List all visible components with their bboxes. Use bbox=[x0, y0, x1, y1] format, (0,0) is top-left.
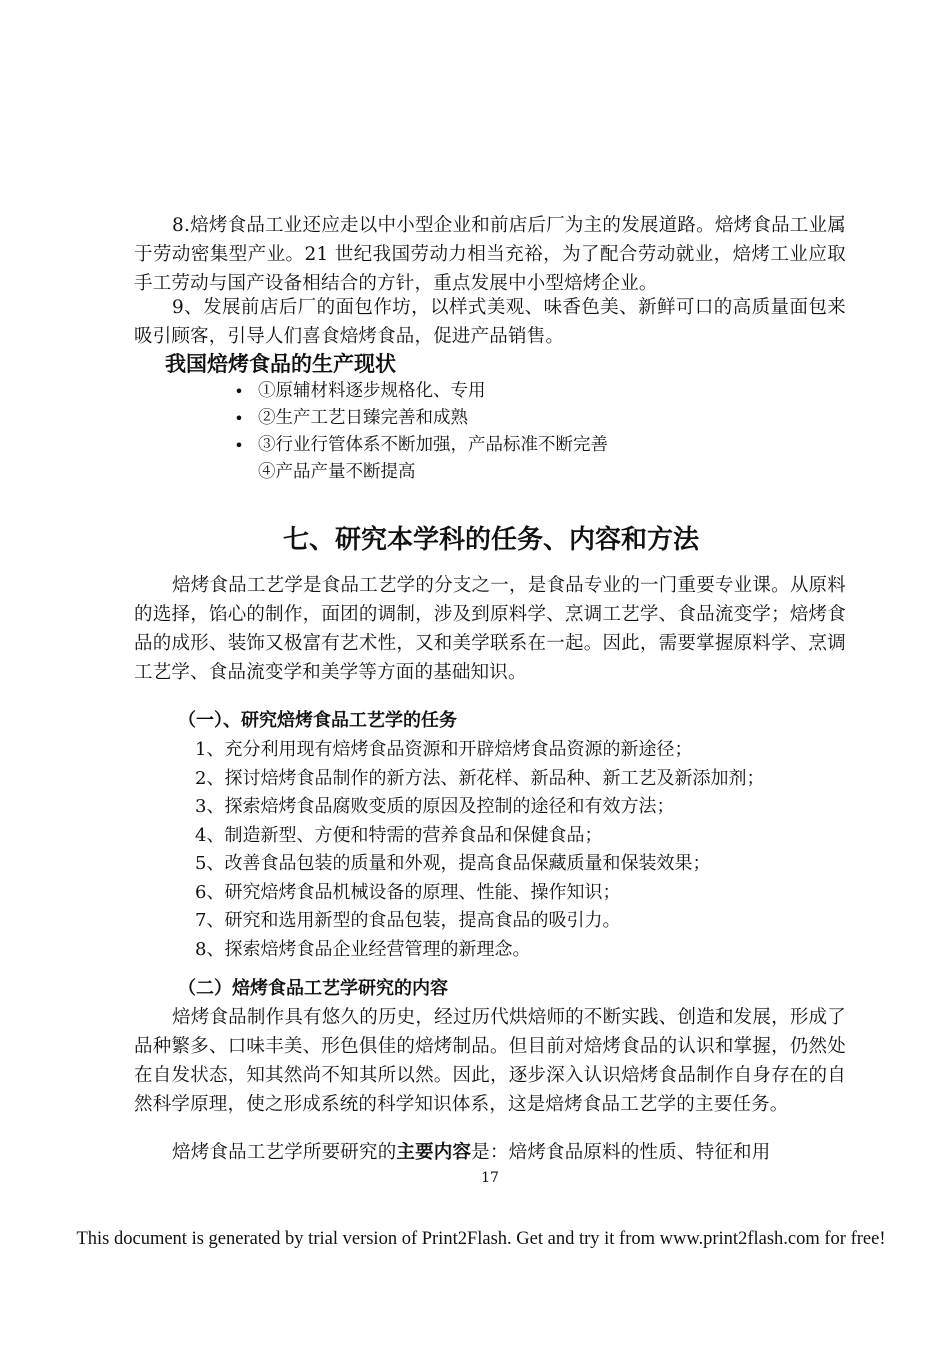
production-status-heading: 我国焙烤食品的生产现状 bbox=[165, 351, 396, 376]
list-item bbox=[232, 378, 608, 405]
production-status-list bbox=[232, 378, 608, 486]
section-title: 七、研究本学科的任务、内容和方法 bbox=[282, 525, 699, 555]
list-item bbox=[232, 405, 608, 432]
content-heading: （二）焙烤食品工艺学研究的内容 bbox=[178, 978, 448, 999]
last-paragraph-end: 是：焙烤食品原料的性质、特征和用 bbox=[471, 1142, 771, 1163]
list-item bbox=[232, 432, 608, 459]
list-item: 8、探索焙烤食品企业经营管理的新理念。 bbox=[195, 938, 531, 960]
list-item-text: ③行业行管体系不断加强，产品标准不断完善 bbox=[258, 435, 608, 455]
main-content-emphasis: 主要内容 bbox=[396, 1142, 472, 1163]
list-item: 1、充分利用现有焙烤食品资源和开辟焙烤食品资源的新途径； bbox=[195, 739, 693, 760]
paragraph-9: 9、发展前店后厂的面包作坊，以样式美观、味香色美、新鲜可口的高质量面包来吸引顾客，引导人们喜食焙烤食品，促进产品销售。 bbox=[134, 297, 846, 347]
content-paragraph: 焙烤食品制作具有悠久的历史，经过历代烘焙师的不断实践、创造和发展，形成了品种繁多、口味丰美、形色俱佳的焙烤制品。但目前对焙烤食品的认识和掌握，仍然处在自发状态，知其然尚不知其所以然。因此，逐步深入认识焙烤食品制作自身存在的自然科学原理，使之形成系统的科学知识体系，这是焙烤食品工艺学的主要任务。 bbox=[134, 1007, 846, 1115]
list-item-text: ②生产工艺日臻完善和成熟 bbox=[258, 408, 468, 428]
tasks-list bbox=[195, 736, 764, 964]
list-item: 5、改善食品包装的质量和外观，提高食品保藏质量和保装效果； bbox=[195, 853, 711, 874]
last-paragraph-start: 焙烤食品工艺学所要研究的 bbox=[172, 1142, 397, 1163]
bullet-icon: • bbox=[234, 382, 244, 401]
list-item-text: ④产品产量不断提高 bbox=[258, 462, 416, 482]
list-item: 2、探讨焙烤食品制作的新方法、新花样、新品种、新工艺及新添加剂； bbox=[195, 767, 765, 789]
bullet-icon: • bbox=[234, 409, 244, 428]
list-item: 6、研究焙烤食品机械设备的原理、性能、操作知识； bbox=[195, 881, 621, 903]
list-item: 7、研究和选用新型的食品包装，提高食品的吸引力。 bbox=[195, 910, 621, 931]
list-item bbox=[232, 459, 608, 486]
list-item: 4、制造新型、方便和特需的营养食品和保健食品； bbox=[195, 824, 603, 846]
trial-watermark-note: This document is generated by trial version of Print2Flash. Get and try it from www.print2flash.com for free! bbox=[76, 1229, 886, 1249]
tasks-heading: （一）、研究焙烤食品工艺学的任务 bbox=[178, 710, 457, 731]
paragraph-8: 8.焙烤食品工业还应走以中小型企业和前店后厂为主的发展道路。焙烤食品工业属于劳动密集型产业。21 世纪我国劳动力相当充裕，为了配合劳动就业，焙烤工业应取手工劳动与国产设备相结合的方针，重点发展中小型焙烤企业。 bbox=[134, 215, 846, 294]
last-paragraph bbox=[134, 1138, 846, 1167]
list-item-text: ①原辅材料逐步规格化、专用 bbox=[258, 381, 486, 401]
page-number: 17 bbox=[481, 1170, 499, 1186]
intro-paragraph: 焙烤食品工艺学是食品工艺学的分支之一，是食品专业的一门重要专业课。从原料的选择，馅心的制作，面团的调制，涉及到原料学、烹调工艺学、食品流变学；焙烤食品的成形、装饰又极富有艺术性，又和美学联系在一起。因此，需要掌握原料学、烹调工艺学、食品流变学和美学等方面的基础知识。 bbox=[134, 575, 846, 683]
bullet-icon: • bbox=[234, 436, 244, 455]
list-item: 3、探索焙烤食品腐败变质的原因及控制的途径和有效方法； bbox=[195, 796, 675, 817]
